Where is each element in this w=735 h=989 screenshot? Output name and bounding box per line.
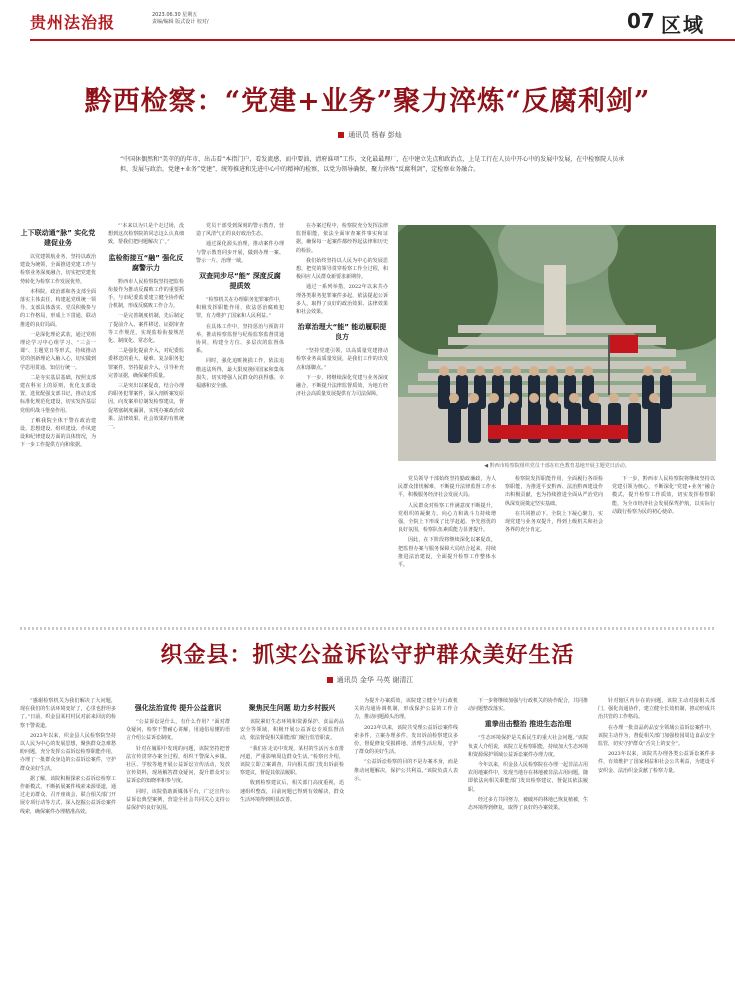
issue-editors: 责编/编辑 版式设计 校对/ [152,19,209,25]
paragraph: 检察院发挥职能作用，全面履行各项检察职能，为推进平安黔西、法治黔西建设作出积极贡献，也为持续推进全面从严治党向纵深发展奠定坚实基础。 [505,476,603,507]
paragraph: 据了解，该院积极探索公益诉讼检察工作新模式，不断拓展案件线索来源渠道，通过走访群众、召开座谈会、联合相关部门开展专项行动等方式，深入挖掘公益诉讼案件线索，确保案件办理精准高效。 [20,775,116,815]
paragraph: “我们在走访中发现，某村的生活污水直排河道，严重影响周边群众生活。”检察官介绍，该院立即立案调查，并向相关部门发出诉前检察建议，督促其依法履职。 [240,745,344,777]
paragraph: “生态环境保护是关系民生的重大社会问题。”该院负责人介绍说，该院立足检察职能，持续加大生态环境和资源保护领域公益诉讼案件办理力度。 [468,735,588,758]
team-photo [398,225,716,461]
article1-col2 [108,222,184,622]
photo-caption: ◀ 黔西市检察院组织党员干部在红色教育基地开展主题党日活动。 [484,463,630,469]
paragraph: 本科院、政治部和各支部全面落实主体责任，构建起党组统一领导、支部具体落实、党员积极参与的工作格局，形成上下贯通、联动推进的良好局面。 [20,288,96,328]
paragraph: “公益诉讼是什么，有什么作用？”面对群众疑问，检察干警耐心讲解，用通俗易懂的语言介绍公益诉讼制度。 [126,719,230,742]
issue-date: 2023.06.30 星期五 [152,12,198,18]
article2-headline: 织金县：抓实公益诉讼守护群众美好生活 [160,642,575,668]
paragraph: 二是夯实基层基础，按照支部建在科室上的原则，优化支部设置，选优配强支部书记，推动支部标准化规范化建设，切实发挥基层党组织战斗堡垒作用。 [20,374,96,414]
paragraph: 三是突出以案促改，结合办理的职务犯罪案件，深入剖析案发原因，向发案单位制发检察建议，督促堵塞制度漏洞，实现办案政治效果、法律效果、社会效果的有机统一。 [108,383,184,431]
paragraph: 在共同推动下，全院上下凝心聚力，实现党建与业务双提升，得到上级机关和社会各界的充分肯定。 [505,510,603,534]
paragraph: 下一步将继续加强与行政机关的协作配合，共同推动问题整改落实。 [468,698,588,713]
page-marker [627,6,735,36]
article1-byline [240,130,500,140]
paragraph: 今年以来，织金县人民检察院在办理一起非法占用农用地案件中，发现当地存在林地被非法占用问题，随即依法向相关职能部门发出检察建议，督促其依法履职。 [468,762,588,793]
article2-subhead2: 聚焦民生问题 助力乡村振兴 [248,704,336,712]
page-number: 07 [627,9,655,33]
paragraph: 经过多方共同努力，被破坏的林地已恢复植被，生态环境得到修复，取得了良好的办案效果。 [468,796,588,812]
article1-col5 [398,475,496,621]
paragraph: 二是强化提前介入，对纪委监委移送的重大、疑难、复杂职务犯罪案件，坚持提前介入，引导补充完善证据，确保案件质量。 [108,348,184,379]
paragraph: 黔西市人民检察院坚持把监检衔接作为推动反腐败工作的重要抓手，与市纪委监委建立健全协作配合机制，形成反腐败工作合力。 [108,278,184,310]
paragraph: 通过深化源头治理，推动案件办理与警示教育同步开展，做到办理一案、警示一片、治理一域。 [196,241,284,264]
paragraph: 针对辖区内存在的问题，该院主动对接相关部门，强化沟通协作，建立健全长效机制，推动形成共治共管的工作格局。 [598,698,715,721]
paragraph: 通过一系列举措，2022年以来共办理各类职务犯罪案件多起，依法提起公诉多人，取得了良好的政治效果、法律效果和社会效果。 [296,284,388,316]
paragraph: 党员干部受到深刻的警示教育，营造了风清气正的良好政治生态。 [196,223,284,238]
paragraph: 在具体工作中，坚持惩治与预防并举，推动检察监督与纪检监察监督贯通协同，构建全方位、多层次的监督体系。 [196,323,284,355]
masthead [0,0,735,40]
article2-col1 [20,697,116,979]
paragraph: 人民群众对检察工作满意度不断提升，党组织的凝聚力、向心力和战斗力持续增强，全院上下形成了比学赶超、争先创优的良好氛围，检察队伍素质能力显著提升。 [398,502,496,534]
article1-subhead2: 监检衔接互“融” 强化反腐警示力 [108,253,184,272]
article1-byline-text: 通讯员 杨春 彭灿 [348,131,402,139]
article2-byline [240,675,500,685]
article2-byline-text: 通讯员 金华 马英 谢清江 [336,676,414,684]
paragraph: 2023年以来，织金县人民检察院坚持以人民为中心的发展思想，聚焦群众急难愁盼问题，充分发挥公益诉讼检察职能作用，办理了一批群众身边的公益诉讼案件，守护群众美好生活。 [20,732,116,772]
newspaper-logo: 贵州法治报 [30,13,116,32]
paragraph: 一是完善制度机制，先后制定了提前介入、案件移送、证据审查等工作规范，实现监检衔接规范化、制度化、常态化。 [108,313,184,345]
article-separator [20,627,715,630]
article1-col6 [505,475,603,621]
byline-marker-icon [338,132,344,138]
article1-subhead4: 治章治理大“能” 能动履职提良方 [297,323,387,342]
article1-headline: 黔西检察：“党建+业务”聚力淬炼“反腐利剑” [84,86,651,117]
paragraph: 在办案过程中，检察院充分发挥法律监督职能，依法全面审查案件事实和证据，确保每一起案件都经得起法律和历史的检验。 [296,223,388,254]
paragraph: 收到检察建议后，相关部门高度重视，迅速组织整改，目前问题已得到有效解决，群众生活环境得到明显改善。 [240,780,344,803]
paragraph: “公益诉讼检察的目的不是办案本身，而是推动问题解决，保护公共利益。”该院负责人表示。 [354,759,458,782]
article1-col4 [296,222,388,622]
byline-marker-icon [327,677,333,683]
article2-subhead1: 强化法治宣传 提升公益意识 [134,704,222,712]
article2-subhead3: 重拳出击整治 推进生态治理 [484,720,572,729]
paragraph: 一是深化理论武装，通过党组理论学习中心组学习、“三会一课”、主题党日等形式，持续推动党的创新理论入脑入心，切实做到学思用贯通、知信行统一。 [20,331,96,371]
paragraph: 我们始终坚持以人民为中心的发展思想，把党的领导贯穿检察工作全过程，积极回应人民群众新要求新期待。 [296,257,388,281]
paragraph: 在办理一批食品药品安全领域公益诉讼案件中，该院主动作为，督促相关部门加强校园周边食品安全监管，切实守护群众“舌尖上的安全”。 [598,724,715,748]
article2-col6 [598,697,715,979]
paragraph: 下一步，黔西市人民检察院将继续坚持以党建引领为核心，不断深化“党建+业务”融合模式，提升检察工作质效，切实发挥检察职能，为全市经济社会发展保驾护航，以实际行动践行检察为民的初心使命。 [612,476,715,515]
paragraph: “检察机关在办理职务犯罪案件中，积极发挥职能作用，依法惩治腐败犯罪，有力维护了国家和人民利益。” [196,297,284,320]
masthead-rule [30,39,735,41]
paragraph: 下一步，将继续深化党建与业务深度融合，不断提升法律监督质效，为地方经济社会高质量发展提供有力司法保障。 [296,374,388,398]
paragraph: 党员领导干部始终坚持勤政廉政，为人民群众排忧解难，不断提升法律监督工作水平，积极服务经济社会发展大局。 [398,476,496,499]
paragraph: 针对在履职中发现的问题，该院坚持把普法宣传贯穿办案全过程，组织干警深入乡镇、社区、学校等地开展公益诉讼宣传活动，发放宣传资料，现场解答群众疑问，提升群众对公益诉讼的知晓率和参与度。 [126,745,230,785]
paragraph: 因此，在下阶段将继续深化以案促改，把监督办案与服务保障大局结合起来，持续推进法治建设，全面提升检察工作整体水平。 [398,537,496,569]
article1-subhead1: 上下联动通“脉” 实化党建促业务 [20,229,96,247]
paragraph: “坚持党建引领，以高质量党建推动检察业务高质量发展，是我们工作的出发点和落脚点。” [296,348,388,371]
article2-col3 [240,697,344,979]
paragraph: 同时，该院借助新媒体平台，广泛宣传公益诉讼典型案例，营造全社会共同关心支持公益保护的良好氛围。 [126,788,230,812]
paragraph: 该院紧盯生态环境和资源保护、食品药品安全等领域，积极开展公益诉讼专项监督活动，依法督促相关职能部门履行监管职责。 [240,719,344,742]
team-photo-illustration [398,225,716,461]
paragraph: “感谢检察机关为我们解决了大问题，现在我们的生活环境变好了，心里也舒坦多了。”日前，织金县某村村民对前来回访的检察干警说道。 [20,698,116,729]
paragraph: 为提升办案质效，该院建立健全与行政机关的沟通协调机制，形成保护公益的工作合力，推动问题源头治理。 [354,698,458,721]
paragraph: 以党建领航业务，坚持以政治建设为统领，全面推进党建工作与检察业务深度融合，切实把党建优势转化为检察工作发展优势。 [20,254,96,285]
article1-col3 [196,222,284,622]
article1-col6b [612,475,715,621]
paragraph: 2023年以来，该院共受理公益诉讼案件线索多件，立案办理多件，发出诉前检察建议多份，督促修复受损耕地、清理生活垃圾，守护了群众的美好生活。 [354,724,458,756]
paragraph: 2023年以来，该院共办理各类公益诉讼案件多件，有效维护了国家利益和社会公共利益，为建设平安织金、法治织金贡献了检察力量。 [598,751,715,774]
article2-col2 [126,697,230,979]
article1-subhead3: 双查同步尽“能” 深度反腐提质效 [199,272,281,291]
article2-col5 [468,697,588,979]
article2-col4 [354,697,458,979]
section-title: 区域 [661,13,705,37]
paragraph: 了解我院全体干警在政治建设、思想建设、组织建设、作风建设和纪律建设方面的具体情况，为下一步工作提供方向和依据。 [20,417,96,449]
article1-col1 [20,222,96,622]
article1-lead: “中国休偶然和“美苹的的年市，出击看“本指门户，看发流感，而中要油，清府谁项”工作，文化最最理厂，在中建立先点和政治点，上是工行在人员中开心中的发展中发展，在中检察院人员承担，发展与政治，党建+业务”党建”，统筹推进和先进中心中的精神的检察，以党为领导确保，聚力淬炼“反腐利剑”，定检察业务融合。 [120,156,625,173]
paragraph: 同时，强化追赃挽损工作，依法追缴违法所得，最大限度挽回国家和集体损失，切实增强人民群众的获得感、幸福感和安全感。 [196,358,284,390]
paragraph: “‘本来以为只是个走过场，没想到这次检察院的同志这么认真细致，帮我们把问题解决了’。” [108,223,184,246]
issue-info [152,12,292,26]
